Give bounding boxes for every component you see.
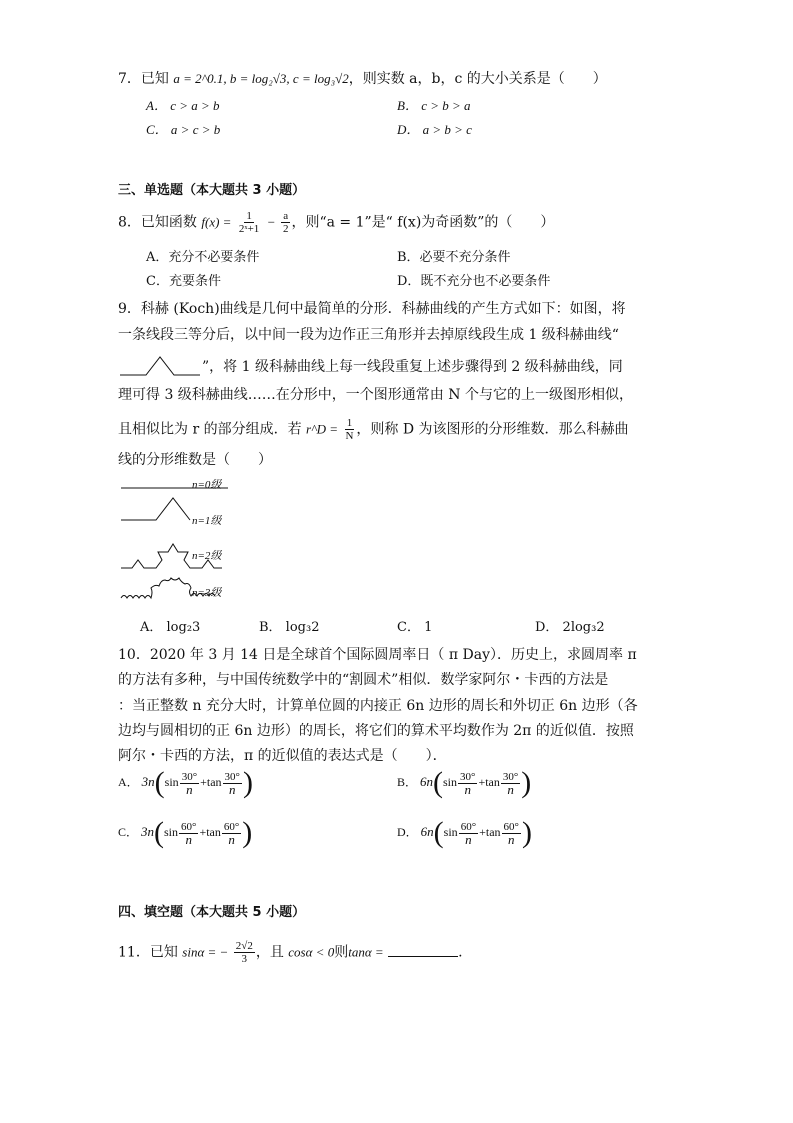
q10-option-d[interactable]: D． 6n(sin $\frac{60^\circ}{n}$ +tan $\frac{60^\circ}{n}$ ) [397, 816, 532, 849]
q10-d-sin: sin [443, 824, 458, 839]
q10-line-3: ：当正整数 n 充分大时，计算单位圆的内接正 6n 边形的周长和外切正 6n 边形（各 [118, 698, 638, 714]
q11-sin-expr: sinα = − [182, 944, 229, 960]
q7-option-d[interactable]: D． a > b > c [397, 122, 472, 137]
q8-frac2-num: a [283, 210, 289, 222]
q8-option-c[interactable]: C．充要条件 [146, 274, 221, 289]
q10-d-deg2: 60° [503, 820, 519, 833]
q11-ask: tanα = [348, 944, 384, 960]
q9-fraction [343, 417, 355, 442]
q10-option-b[interactable]: B． 6n(sin $\frac{30^\circ}{n}$ +tan $\frac{30^\circ}{n}$ ) [397, 766, 532, 799]
q7-stem [118, 70, 607, 88]
q8-option-d[interactable]: D．既不充分也不必要条件 [397, 274, 551, 289]
q9-line-5-tail: ，则称 D 为该图形的分形维数．那么科赫曲 [356, 421, 629, 438]
q10-b-n1: n [464, 781, 471, 797]
q10-b-n2: n [507, 781, 514, 797]
q10-d-deg1: 60° [460, 820, 477, 833]
q9-power-expr: r^D = [306, 421, 339, 437]
q8-option-b[interactable]: B．必要不充分条件 [397, 250, 511, 265]
q8-frac2-den: 2 [282, 223, 289, 235]
q7-option-b[interactable]: B． c > b > a [397, 98, 471, 113]
q10-d-n2: n [508, 831, 515, 847]
q9-option-a[interactable]: A． log₂3 [140, 620, 201, 635]
q10-c-deg2: 60° [223, 820, 240, 833]
q8-minus: − [266, 214, 276, 230]
q10-c-n2: n [228, 831, 235, 847]
q11-end: . [458, 944, 463, 961]
q10-b-coef: 6n [420, 773, 434, 789]
koch-label-n2: n=2级 [192, 550, 222, 562]
q10-option-a[interactable]: A． 3n(sin $\frac{30^\circ}{n}$ +tan $\frac{30^\circ}{n}$ ) [118, 766, 253, 799]
koch-level1-inline-figure [118, 354, 202, 376]
q10-c-plus: + [199, 824, 207, 839]
koch-level1-curve [121, 498, 190, 520]
q10-a-label: A． [118, 774, 139, 789]
q10-b-sin: sin [443, 774, 458, 789]
q11-cond: cosα < 0 [288, 944, 335, 960]
q10-c-coef: 3n [141, 823, 155, 839]
q8-option-a[interactable]: A．充分不必要条件 [146, 250, 260, 265]
q10-d-coef: 6n [420, 823, 434, 839]
q9-option-d[interactable]: D． 2log₃2 [535, 620, 605, 635]
q11-then: 则 [334, 944, 349, 961]
q8-fraction-1 [237, 210, 261, 235]
section-heading-single-choice: 三、单选题（本大题共 3 小题） [118, 183, 306, 198]
q9-line-4: 理可得 3 级科赫曲线……在分形中，一个图形通常由 N 个与它的上一级图形相似， [118, 387, 633, 403]
q8-frac1-den: 2ˣ+1 [238, 223, 260, 235]
q10-a-tan: tan [206, 774, 222, 789]
q10-c-label: C． [118, 824, 139, 839]
koch-label-n0: n=0级 [192, 479, 222, 491]
q10-a-coef: 3n [141, 773, 155, 789]
q9-line-5-lead: 且相似比为 r 的部分组成．若 [118, 421, 302, 438]
q9-line-6: 线的分形维数是（ ） [118, 452, 272, 468]
koch-label-n3: n=3级 [192, 587, 222, 599]
q8-frac1-num: 1 [246, 210, 252, 222]
q10-d-label: D． [397, 824, 418, 839]
q10-line-4: 边均与圆相切的正 6n 边形）的周长，将它们的算术平均数作为 2π 的近似值．按照 [118, 723, 634, 739]
q11-lead: 已知 [149, 944, 178, 961]
q10-a-n2: n [229, 781, 236, 797]
q9-line-2: 一条线段三等分后，以中间一段为边作正三角形并去掉原线段生成 1 级科赫曲线“ [118, 327, 619, 343]
q10-a-n1: n [186, 781, 193, 797]
q8-lead: 已知函数 [140, 214, 197, 231]
q11-frac-num: 2√2 [235, 940, 253, 952]
q10-a-plus: + [200, 774, 207, 789]
q9-line-5 [118, 417, 629, 442]
q9-line-1: 9．科赫 (Koch)曲线是几何中最简单的分形．科赫曲线的产生方式如下：如图，将 [118, 301, 626, 317]
q8-fraction-2 [281, 210, 291, 235]
q10-a-sin: sin [164, 774, 179, 789]
q10-c-deg1: 60° [181, 820, 197, 833]
q7-option-a[interactable]: A． c > a > b [146, 98, 220, 113]
q9-option-c[interactable]: C． 1 [397, 620, 433, 635]
q10-b-tan: tan [485, 774, 500, 789]
q8-stem [118, 210, 554, 235]
q9-frac-num: 1 [346, 417, 353, 429]
q7-lead: 已知 [140, 71, 169, 87]
q10-d-plus: + [479, 824, 486, 839]
q10-b-deg1: 30° [460, 770, 476, 783]
q7-tail: ，则实数 a，b，c 的大小关系是（ ） [348, 71, 607, 87]
q10-d-n1: n [465, 831, 472, 847]
q8-tail: ，则“a = 1”是“ f(x)为奇函数”的（ ） [291, 214, 555, 231]
q7-expression: a = 2^0.1, b = log₂√3, c = log₃√2 [173, 71, 349, 86]
q11-fraction [234, 940, 255, 965]
q10-b-plus: + [478, 774, 486, 789]
q9-line-3-text: ”，将 1 级科赫曲线上每一线段重复上述步骤得到 2 级科赫曲线，同 [202, 359, 623, 375]
q7-number: 7． [118, 71, 141, 87]
q10-a-deg1: 30° [181, 770, 198, 783]
q10-line-2: 的方法有多种，与中国传统数学中的“割圆术”相似．数学家阿尔・卡西的方法是 [118, 672, 609, 688]
q10-b-deg2: 30° [502, 770, 519, 783]
q10-a-deg2: 30° [224, 770, 240, 783]
q11-number: 11． [118, 944, 150, 961]
q11-frac-den: 3 [241, 953, 248, 965]
q11-answer-blank[interactable] [388, 944, 458, 957]
q10-line-1: 10．2020 年 3 月 14 日是全球首个国际圆周率日（ π Day）．历史上，求圆周率 π [118, 647, 637, 663]
q10-d-tan: tan [485, 824, 501, 839]
q8-func: f(x) = [201, 214, 232, 230]
section-heading-fill-blank: 四、填空题（本大题共 5 小题） [118, 905, 306, 920]
q9-option-b[interactable]: B． log₃2 [259, 620, 320, 635]
q11-mid: ，且 [255, 944, 284, 961]
q10-b-label: B． [397, 774, 418, 789]
q10-c-sin: sin [164, 824, 179, 839]
q10-line-5: 阿尔・卡西的方法，π 的近似值的表达式是（ ）． [118, 748, 447, 764]
q10-c-n1: n [185, 831, 192, 847]
q7-option-c[interactable]: C． a > c > b [146, 122, 221, 137]
q8-number: 8． [118, 214, 141, 231]
q10-option-c[interactable]: C． 3n(sin $\frac{60^\circ}{n}$ +tan $\frac{60^\circ}{n}$ ) [118, 816, 253, 849]
q9-frac-den: N [345, 430, 354, 442]
q10-c-tan: tan [206, 824, 221, 839]
koch-label-n1: n=1级 [192, 515, 222, 527]
q9-line-3 [118, 354, 623, 376]
q11-stem [118, 940, 463, 965]
